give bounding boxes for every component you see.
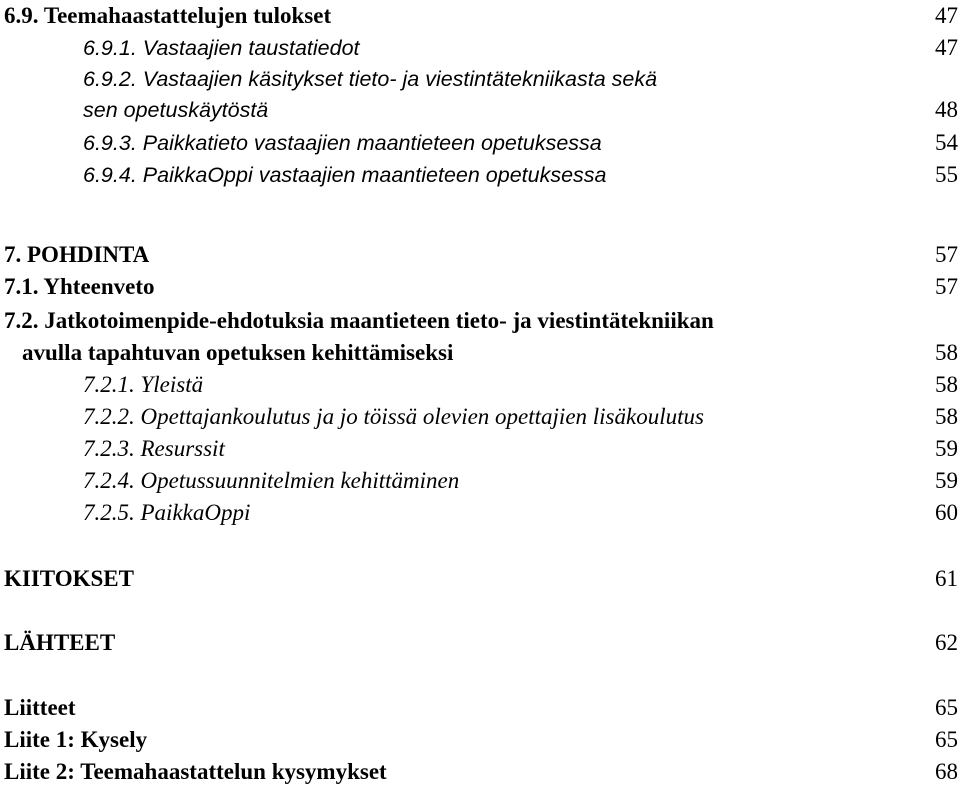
toc-entry-liite-2 [0,757,960,787]
toc-page-number: 47 [935,35,958,60]
toc-entry-7-2-4 [0,466,960,496]
toc-entry-title: 7.2.3. Resurssit [83,436,225,461]
toc-page-number: 59 [935,436,958,461]
toc-entry-6-9-1 [0,33,960,63]
toc-entry-6-9-2 [0,64,960,94]
toc-entry-title: 7.2.1. Yleistä [83,372,204,397]
toc-entry-title: Liitteet [4,695,76,720]
toc-entry-title: 7.1. Yhteenveto [4,274,155,299]
toc-page-number: 62 [935,630,958,655]
toc-page-number: 65 [935,727,958,752]
toc-entry-7-1 [0,272,960,302]
toc-entry-liite-1 [0,725,960,755]
toc-page-number: 60 [935,500,958,525]
toc-entry-kiitokset [0,564,960,594]
toc-entry-title-continuation: sen opetuskäytöstä [83,98,269,122]
toc-entry-title: 7.2.2. Opettajankoulutus ja jo töissä olevien opettajien lisäkoulutus [83,404,704,429]
toc-entry-liitteet [0,693,960,723]
toc-entry-title: 7.2.4. Opetussuunnitelmien kehittäminen [83,468,460,493]
toc-entry-title: 7.2.5. PaikkaOppi [83,500,251,525]
toc-entry-6-9-2-continuation [0,95,960,125]
toc-page-number: 47 [935,3,958,28]
toc-entry-title: LÄHTEET [4,630,116,655]
toc-page-number: 48 [935,97,958,122]
toc-entry-7-2-3 [0,434,960,464]
toc-entry-title: KIITOKSET [4,566,134,591]
toc-page-number: 57 [935,242,958,267]
toc-entry-6-9 [0,1,960,31]
toc-entry-6-9-3 [0,128,960,158]
toc-entry-title: 6.9.3. Paikkatieto vastaajien maantieteen opetuksessa [83,131,602,155]
toc-entry-title: Liite 1: Kysely [4,727,148,752]
toc-entry-title-continuation: avulla tapahtuvan opetuksen kehittämiseksi [22,340,454,365]
toc-page-number: 58 [935,404,958,429]
toc-entry-7-2-1 [0,370,960,400]
toc-page-number: 61 [935,566,958,591]
toc-entry-7-2-2 [0,402,960,432]
toc-entry-lahteet [0,628,960,658]
toc-entry-title: 6.9.1. Vastaajien taustatiedot [83,36,360,60]
toc-entry-7 [0,240,960,270]
toc-page-number: 58 [935,372,958,397]
toc-page-number: 57 [935,274,958,299]
toc-entry-6-9-4 [0,160,960,190]
toc-page-number: 68 [935,759,958,784]
toc-page-number: 65 [935,695,958,720]
toc-entry-title: 6.9.4. PaikkaOppi vastaajien maantieteen opetuksessa [83,163,607,187]
toc-entry-title: 7.2. Jatkotoimenpide-ehdotuksia maantieteen tieto- ja viestintätekniikan [4,308,714,333]
toc-entry-title: Liite 2: Teemahaastattelun kysymykset [4,759,387,784]
toc-page-number: 59 [935,468,958,493]
toc-page-number: 55 [935,162,958,187]
toc-entry-7-2 [0,306,960,336]
toc-entry-title: 7. POHDINTA [4,242,150,267]
toc-entry-title: 6.9.2. Vastaajien käsitykset tieto- ja viestintätekniikasta sekä [83,67,658,91]
toc-page-number: 54 [935,130,958,155]
toc-entry-7-2-continuation [0,338,960,368]
toc-entry-7-2-5 [0,498,960,528]
toc-page-number: 58 [935,340,958,365]
toc-entry-title: 6.9. Teemahaastattelujen tulokset [4,3,332,28]
